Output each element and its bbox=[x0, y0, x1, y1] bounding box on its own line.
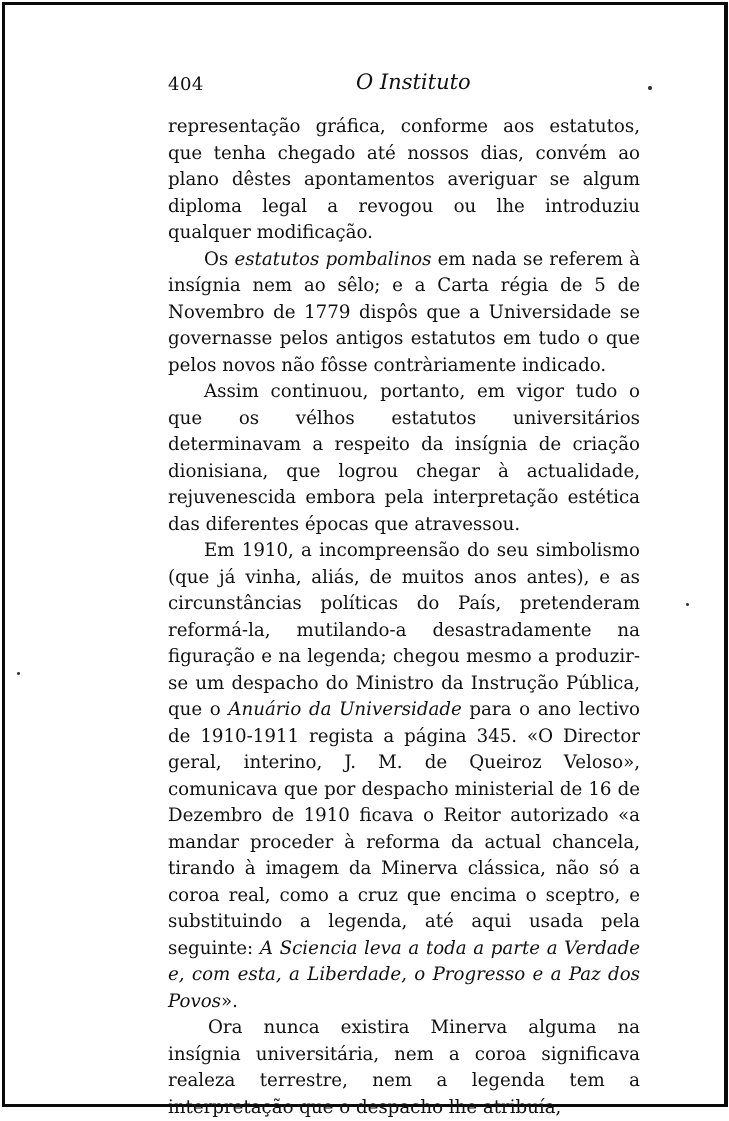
paragraph-4-middle: para o ano lectivo de 1910-1911 regista a página 345. «O Director geral, interino, J. M. de Queiroz Veloso», comunicava que por despacho ministerial de 16 de Dezembro de 1910 ficava o Reitor autorizado «a mandar proceder à reforma da actual chancela, tirando à imagem da Minerva clássica, não só a coroa real, como a cruz que encima o sceptro, e substituindo a legenda, até aqui usada pela seguinte: bbox=[168, 699, 640, 959]
running-title: O Instituto bbox=[356, 70, 471, 94]
paragraph-5 bbox=[168, 1015, 640, 1121]
paragraph-4-italic-motto: A Sciencia leva a toda a parte a Verdade e, com esta, a Liberdade, o Progresso e a Paz dos Povos bbox=[168, 937, 640, 1012]
paragraph-4-italic-title: Anuário da Universidade bbox=[228, 699, 462, 720]
paragraph-2-lead: Os bbox=[204, 248, 235, 270]
paragraph-2-italic: estatutos pombalinos bbox=[234, 248, 432, 270]
paragraph-4-lead: Em 1910, a incompreensão do seu simbolismo (que já vinha, aliás, de muitos anos antes), e as circunstâncias políticas do País, pretenderam reformá-la, mutilando-a desastradamente na figuração e na legenda; chegou mesmo a produzir-se um despacho do Ministro da Instrução Pública, que o bbox=[168, 540, 640, 720]
body-text bbox=[168, 114, 640, 1121]
paragraph-5-text: Ora nunca existira Minerva alguma na insígnia universitária, nem a coroa significava realeza terrestre, nem a legenda tem a interpretação que o despacho lhe atribuía, bbox=[168, 1017, 640, 1118]
scan-speck bbox=[686, 603, 689, 606]
paragraph-3 bbox=[168, 379, 640, 538]
paragraph-1-text: representação gráfica, conforme aos estatutos, que tenha chegado até nossos dias, convém ao plano dêstes apontamentos averiguar se algum diploma legal a revogou ou lhe introduziu qualquer modificação. bbox=[168, 116, 640, 243]
paragraph-4 bbox=[168, 538, 640, 1015]
scan-speck bbox=[17, 672, 20, 675]
scan-speck bbox=[648, 86, 652, 90]
page-number: 404 bbox=[168, 74, 204, 95]
paragraph-2-rest: em nada se referem à insígnia nem ao sêlo; e a Carta régia de 5 de Novembro de 1779 dispôs que a Universidade se governasse pelos antigos estatutos em tudo o que pelos novos não fôsse contràriamente indicado. bbox=[168, 248, 640, 376]
paragraph-3-text: Assim continuou, portanto, em vigor tudo o que os vélhos estatutos universitários determinavam a respeito da insígnia de criação dionisiana, que logrou chegar à actualidade, rejuvenescida embora pela interpretação estética das diferentes épocas que atravessou. bbox=[168, 381, 640, 535]
paragraph-4-end: ». bbox=[221, 990, 238, 1012]
paragraph-2 bbox=[168, 247, 640, 380]
paragraph-1 bbox=[168, 114, 640, 247]
